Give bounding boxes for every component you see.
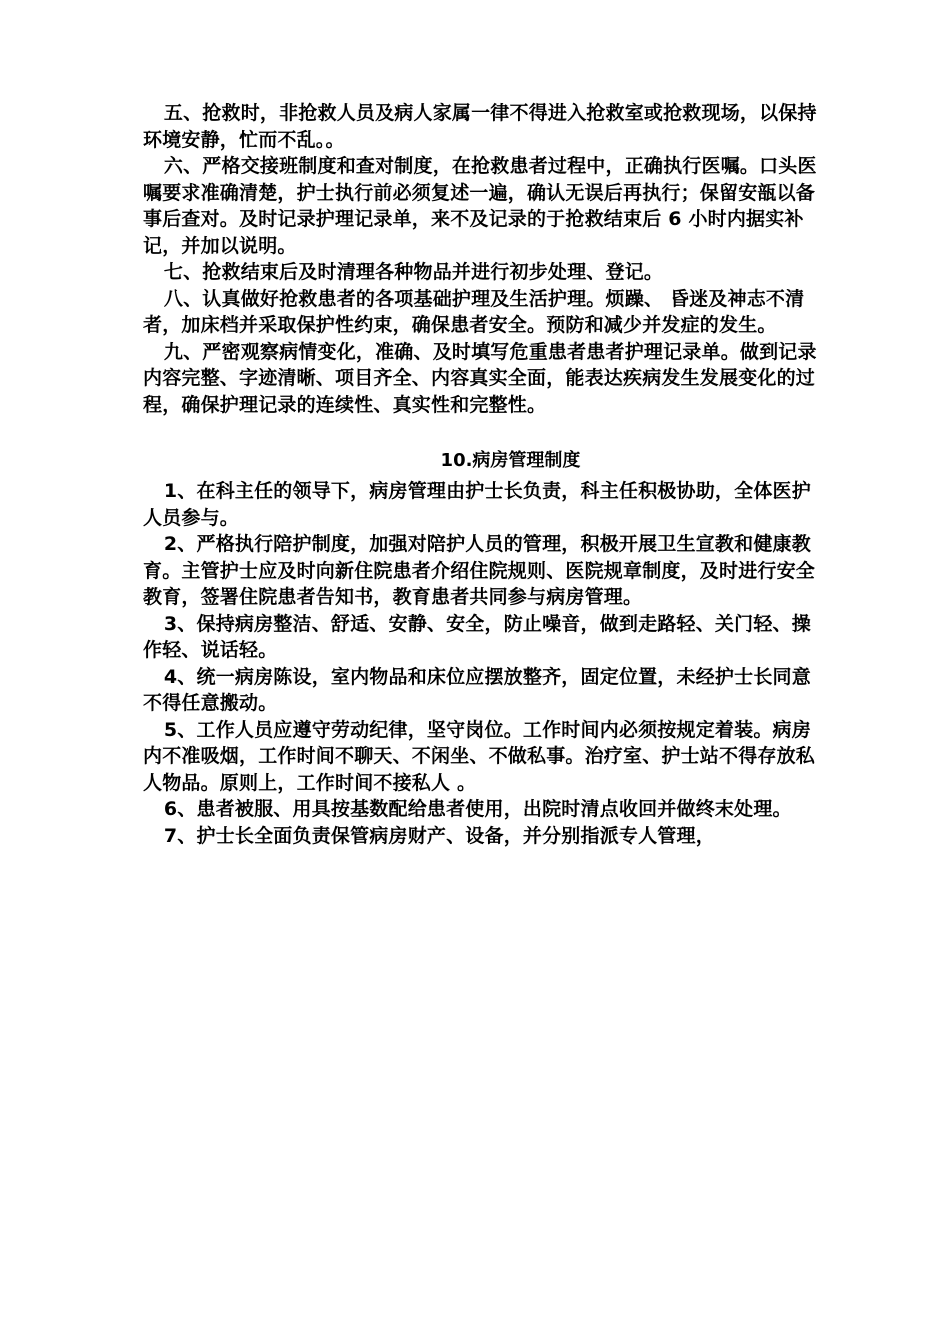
paragraph-item-1: 1、在科主任的领导下，病房管理由护士长负责，科主任积极协助，全体医护人员参与。: [143, 480, 811, 529]
paragraph-item-2: 2、严格执行陪护制度，加强对陪护人员的管理，积极开展卫生宣教和健康教育。主管护士应及时向新住院患者介绍住院规则、医院规章制度，及时进行安全教育，签署住院患者告知书，教育患者共同参与病房管理。: [143, 533, 816, 608]
paragraph-item-7: 7、护士长全面负责保管病房财产、设备，并分别指派专人管理，: [163, 824, 715, 847]
paragraph-rule-7: 七、抢救结束后及时清理各种物品并进行初步处理、登记。: [163, 261, 664, 283]
paragraph-item-5: 5、工作人员应遵守劳动纪律，坚守岗位。工作时间内必须按规定着装。病房内不准吸烟，工作时间不聊天、不闲坐、不做私事。治疗室、护士站不得存放私人物品。原则上，工作时间不接私人 。: [143, 718, 816, 794]
paragraph-rule-9: 九、严密观察病情变化，准确、及时填写危重患者患者护理记录单。做到记录内容完整、字迹清晰、项目齐全、内容真实全面，能表达疾病发生发展变化的过程，确保护理记录的连续性、真实性和完整性。: [143, 340, 817, 416]
paragraph-rule-6: 六、严格交接班制度和查对制度，在抢救患者过程中，正确执行医嘱。口头医嘱要求准确清楚，护士执行前必须复述一遍，确认无误后再执行；保留安瓿以备事后查对。及时记录护理记录单，来不及记录的于抢救结束后 6 小时内据实补记，并加以说明。: [143, 155, 817, 257]
paragraph-rule-5: 五、抢救时，非抢救人员及病人家属一律不得进入抢救室或抢救现场，以保持环境安静，忙而不乱。。: [143, 102, 817, 151]
paragraph-item-3: 3、保持病房整洁、舒适、安静、安全，防止噪音，做到走路轻、关门轻、操作轻、说话轻。: [143, 612, 811, 661]
section-title: 10.病房管理制度: [440, 450, 581, 471]
paragraph-item-6: 6、患者被服、用具按基数配给患者使用，出院时清点收回并做终末处理。: [163, 798, 792, 820]
paragraph-item-4: 4、统一病房陈设，室内物品和床位应摆放整齐，固定位置，未经护士长同意不得任意搬动。: [143, 665, 811, 714]
document-page: [143, 100, 818, 849]
rescue-rules-section: [143, 100, 818, 418]
ward-management-section: [143, 478, 818, 849]
paragraph-rule-8: 八、认真做好抢救患者的各项基础护理及生活护理。烦躁、 昏迷及神志不清者，加床档并采取保护性约束，确保患者安全。预防和减少并发症的发生。: [143, 287, 805, 336]
